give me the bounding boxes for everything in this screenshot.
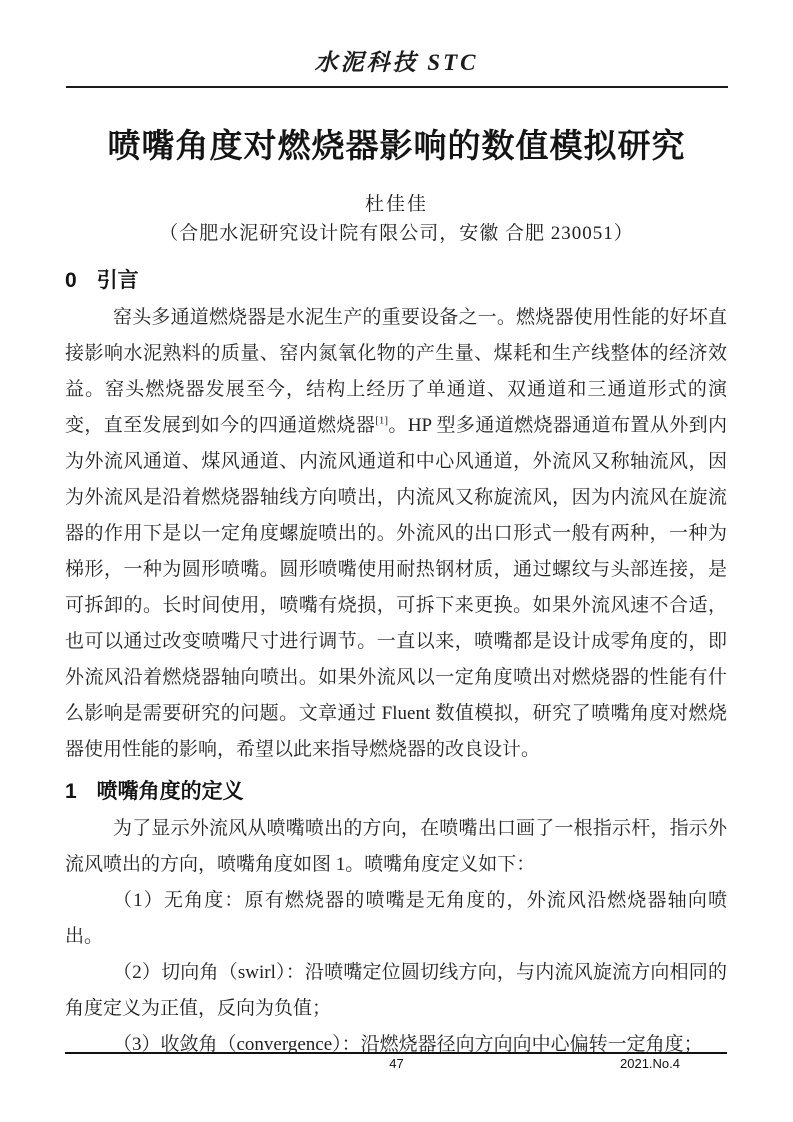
article-body [0,268,793,1063]
citation-ref-1: [1] [375,414,389,427]
journal-title: 水泥科技 STC [314,50,479,75]
section-0-heading [65,268,727,294]
definition-item-3: （3）收敛角（convergence）：沿燃烧器径向方向向中心偏转一定角度； [113,1034,703,1055]
intro-text-after-ref: 。HP 型多通道燃烧器通道布置从外到内为外流风通道、煤风通道、内流风通道和中心风通道，外流风又称轴流风，因为外流风是沿着燃烧器轴线方向喷出，内流风又称旋流风，因为内流风在旋流器的作用下是以一定角度螺旋喷出的。外流风的出口形式一般有两种，一种为梯形，一种为圆形喷嘴。圆形喷嘴使用耐热钢材质，通过螺纹与头部连接，是可拆卸的。长时间使用，喷嘴有烧损，可拆下来更换。如果外流风速不合适，也可以通过改变喷嘴尺寸进行调节。一直以来，喷嘴都是设计成零角度的，即外流风沿着燃烧器轴向喷出。如果外流风以一定角度喷出对燃烧器的性能有什么影响是需要研究的问题。文章通过 Fluent 数值模拟，研究了喷嘴角度对燃烧器使用性能的影响，希望以此来指导燃烧器的改良设计。 [65,415,727,760]
definition-item-1: （1）无角度：原有燃烧器的喷嘴是无角度的，外流风沿燃烧器轴向喷出。 [65,890,727,947]
issue-number: 2021.No.4 [620,1056,680,1071]
section-introduction [65,268,727,768]
footer-rule [65,1052,727,1054]
definition-item-2: （2）切向角（swirl）：沿喷嘴定位圆切线方向，与内流风旋流方向相同的角度定义为正值，反向为负值； [65,962,727,1019]
article-affiliation: （合肥水泥研究设计院有限公司，安徽 合肥 230051） [159,223,634,244]
intro-text-before-ref: 窑头多通道燃烧器是水泥生产的重要设备之一。燃烧器使用性能的好坏直接影响水泥熟料的质量、窑内氮氧化物的产生量、煤耗和生产线整体的经济效益。窑头燃烧器发展至今，结构上经历了单通道、双通道和三通道形式的演变，直至发展到如今的四通道燃烧器 [65,307,727,436]
section-1-heading [65,779,727,805]
page-header [0,0,793,88]
intro-paragraph [65,300,727,768]
page-number: 47 [389,1056,404,1071]
section-title: 喷嘴角度的定义 [96,780,244,803]
definition-intro-paragraph: 为了显示外流风从喷嘴喷出的方向，在喷嘴出口画了一根指示杆，指示外流风喷出的方向，喷嘴角度如图 1。喷嘴角度定义如下： [65,818,727,875]
section-nozzle-angle-definition [65,779,727,1063]
section-number: 0 [65,269,77,292]
section-title: 引言 [96,269,139,292]
header-rule [66,86,728,88]
section-number: 1 [65,780,77,803]
article-title: 喷嘴角度对燃烧器影响的数值模拟研究 [107,127,686,164]
article-author: 杜佳佳 [364,194,428,215]
